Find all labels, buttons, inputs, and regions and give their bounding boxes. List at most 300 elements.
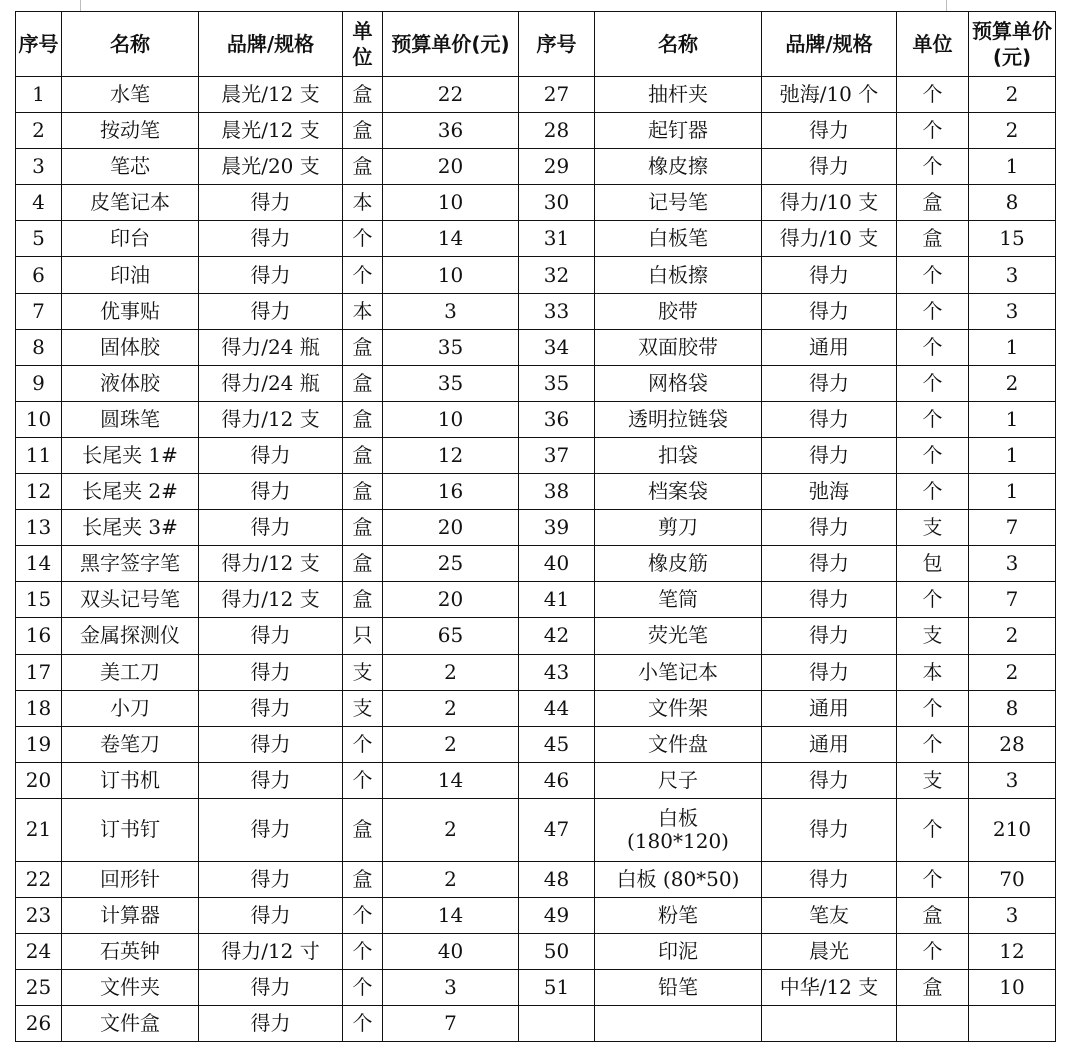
cell-index-right: 28 [519, 113, 595, 149]
cell-name-left: 石英钟 [62, 934, 199, 970]
cell-name-left: 订书机 [62, 762, 199, 798]
cell-unit-left: 盒 [343, 582, 383, 618]
cell-unit-right: 盒 [897, 185, 969, 221]
cell-unit-left: 个 [343, 897, 383, 933]
cell-unit-left: 盒 [343, 798, 383, 861]
cell-brand-left: 得力 [199, 861, 343, 897]
cell-brand-left: 得力 [199, 1006, 343, 1042]
cell-index-right: 38 [519, 474, 595, 510]
office-supplies-table [15, 11, 1056, 1042]
cell-index-right: 31 [519, 221, 595, 257]
cell-price-left: 10 [383, 185, 519, 221]
cell-price-right: 3 [969, 546, 1056, 582]
header-name-left: 名称 [62, 12, 199, 77]
cell-name-right: 橡皮筋 [595, 546, 762, 582]
cell-brand-right: 得力 [762, 762, 897, 798]
cell-unit-right: 支 [897, 618, 969, 654]
cell-brand-right: 通用 [762, 690, 897, 726]
cell-index-left: 20 [16, 762, 62, 798]
cell-index-left: 14 [16, 546, 62, 582]
cell-unit-left: 个 [343, 726, 383, 762]
cell-brand-right: 得力 [762, 293, 897, 329]
cell-index-left: 6 [16, 257, 62, 293]
cell-price-left: 10 [383, 257, 519, 293]
cell-brand-left: 得力 [199, 510, 343, 546]
cell-unit-right: 支 [897, 762, 969, 798]
cell-brand-left: 得力/12 支 [199, 582, 343, 618]
cell-price-right: 3 [969, 897, 1056, 933]
cell-index-right: 49 [519, 897, 595, 933]
cell-unit-left: 个 [343, 762, 383, 798]
table-row [16, 934, 1056, 970]
cell-name-right: 印泥 [595, 934, 762, 970]
cell-index-right: 50 [519, 934, 595, 970]
cell-index-right: 40 [519, 546, 595, 582]
cell-unit-right: 盒 [897, 221, 969, 257]
cell-unit-right: 个 [897, 437, 969, 473]
cell-index-right: 48 [519, 861, 595, 897]
cell-price-right: 3 [969, 257, 1056, 293]
cell-brand-left: 得力 [199, 618, 343, 654]
cell-price-left: 12 [383, 437, 519, 473]
cell-unit-right: 个 [897, 934, 969, 970]
cell-brand-right: 通用 [762, 726, 897, 762]
cell-index-right: 35 [519, 365, 595, 401]
cell-unit-right: 盒 [897, 897, 969, 933]
cell-index-left: 26 [16, 1006, 62, 1042]
cell-index-left: 15 [16, 582, 62, 618]
cell-name-left: 计算器 [62, 897, 199, 933]
cell-brand-left: 得力/12 寸 [199, 934, 343, 970]
cell-price-right: 8 [969, 185, 1056, 221]
cell-unit-left: 个 [343, 970, 383, 1006]
cell-name-right: 白板笔 [595, 221, 762, 257]
cell-price-left: 2 [383, 654, 519, 690]
cell-brand-right: 弛海/10 个 [762, 77, 897, 113]
cell-price-right: 1 [969, 437, 1056, 473]
cell-unit-left: 盒 [343, 510, 383, 546]
table-body [16, 77, 1056, 1042]
cell-name-right: 起钉器 [595, 113, 762, 149]
cell-name-right: 粉笔 [595, 897, 762, 933]
cell-name-right: 胶带 [595, 293, 762, 329]
cell-price-left: 2 [383, 690, 519, 726]
cell-name-right: 双面胶带 [595, 329, 762, 365]
cell-brand-left: 得力 [199, 474, 343, 510]
cell-brand-left: 得力 [199, 897, 343, 933]
header-brand-right: 品牌/规格 [762, 12, 897, 77]
table-row [16, 365, 1056, 401]
cell-name-left: 文件夹 [62, 970, 199, 1006]
cell-price-right: 12 [969, 934, 1056, 970]
cell-index-left: 18 [16, 690, 62, 726]
cell-brand-left: 得力 [199, 185, 343, 221]
cell-unit-right: 个 [897, 798, 969, 861]
cell-index-right: 37 [519, 437, 595, 473]
cell-unit-left: 本 [343, 293, 383, 329]
cell-price-left: 35 [383, 329, 519, 365]
cell-unit-right: 个 [897, 293, 969, 329]
cell-brand-left: 晨光/20 支 [199, 149, 343, 185]
cell-index-left: 16 [16, 618, 62, 654]
cell-name-right: 透明拉链袋 [595, 401, 762, 437]
cell-price-left: 14 [383, 221, 519, 257]
cell-index-left: 4 [16, 185, 62, 221]
cell-brand-right: 得力 [762, 510, 897, 546]
cell-index-left: 13 [16, 510, 62, 546]
cell-brand-left: 得力/24 瓶 [199, 365, 343, 401]
cell-brand-right: 得力/10 支 [762, 185, 897, 221]
cell-price-left: 2 [383, 726, 519, 762]
cell-name-left: 优事贴 [62, 293, 199, 329]
table-row [16, 897, 1056, 933]
table-row [16, 293, 1056, 329]
cell-brand-right: 得力 [762, 618, 897, 654]
table-row [16, 546, 1056, 582]
cell-brand-left: 得力/12 支 [199, 546, 343, 582]
cell-unit-right: 个 [897, 77, 969, 113]
table-row [16, 1006, 1056, 1042]
cell-brand-left: 得力 [199, 690, 343, 726]
cell-name-right: 白板 (80*50) [595, 861, 762, 897]
cell-price-left: 20 [383, 510, 519, 546]
cell-brand-right: 得力 [762, 861, 897, 897]
cell-price-right [969, 1006, 1056, 1042]
cell-name-left: 圆珠笔 [62, 401, 199, 437]
cell-name-right: 小笔记本 [595, 654, 762, 690]
cell-price-right: 1 [969, 401, 1056, 437]
cell-price-right: 7 [969, 582, 1056, 618]
table-row [16, 77, 1056, 113]
cell-index-right: 47 [519, 798, 595, 861]
table-row [16, 401, 1056, 437]
cell-unit-right: 个 [897, 726, 969, 762]
crop-mark-left [80, 0, 81, 11]
cell-brand-right: 弛海 [762, 474, 897, 510]
cell-name-right: 档案袋 [595, 474, 762, 510]
cell-unit-right: 本 [897, 654, 969, 690]
cell-price-right: 1 [969, 329, 1056, 365]
cell-brand-left: 得力 [199, 221, 343, 257]
cell-brand-left: 晨光/12 支 [199, 77, 343, 113]
cell-price-left: 36 [383, 113, 519, 149]
cell-brand-right: 得力 [762, 257, 897, 293]
cell-price-right: 8 [969, 690, 1056, 726]
cell-price-left: 25 [383, 546, 519, 582]
cell-brand-right: 得力 [762, 401, 897, 437]
cell-price-left: 65 [383, 618, 519, 654]
cell-brand-right: 得力 [762, 798, 897, 861]
cell-price-left: 35 [383, 365, 519, 401]
cell-brand-right: 得力 [762, 437, 897, 473]
cell-index-right: 42 [519, 618, 595, 654]
cell-unit-right: 个 [897, 329, 969, 365]
cell-name-right: 文件架 [595, 690, 762, 726]
cell-unit-left: 个 [343, 257, 383, 293]
header-price-left: 预算单价(元) [383, 12, 519, 77]
cell-index-left: 2 [16, 113, 62, 149]
cell-index-left: 23 [16, 897, 62, 933]
cell-price-right: 1 [969, 474, 1056, 510]
cell-name-left: 水笔 [62, 77, 199, 113]
cell-price-left: 3 [383, 293, 519, 329]
cell-index-right: 43 [519, 654, 595, 690]
cell-unit-right: 包 [897, 546, 969, 582]
table-row [16, 970, 1056, 1006]
cell-price-left: 20 [383, 149, 519, 185]
header-unit-right: 单位 [897, 12, 969, 77]
header-price-right: 预算单价(元) [969, 12, 1056, 77]
cell-index-left: 1 [16, 77, 62, 113]
table-row [16, 582, 1056, 618]
cell-brand-right: 晨光 [762, 934, 897, 970]
cell-unit-right: 支 [897, 510, 969, 546]
cell-name-right: 尺子 [595, 762, 762, 798]
cell-name-right: 白板擦 [595, 257, 762, 293]
cell-name-left: 长尾夹 2# [62, 474, 199, 510]
table-row [16, 221, 1056, 257]
cell-brand-right: 得力 [762, 546, 897, 582]
cell-name-left: 长尾夹 3# [62, 510, 199, 546]
table-row [16, 654, 1056, 690]
cell-price-left: 3 [383, 970, 519, 1006]
cell-name-right: 笔筒 [595, 582, 762, 618]
cell-price-right: 2 [969, 113, 1056, 149]
cell-index-right: 45 [519, 726, 595, 762]
cell-name-left: 液体胶 [62, 365, 199, 401]
cell-unit-left: 个 [343, 221, 383, 257]
header-index-left: 序号 [16, 12, 62, 77]
cell-unit-right: 个 [897, 365, 969, 401]
table-row [16, 726, 1056, 762]
cell-index-left: 5 [16, 221, 62, 257]
cell-price-right: 1 [969, 149, 1056, 185]
cell-index-right: 44 [519, 690, 595, 726]
cell-name-left: 长尾夹 1# [62, 437, 199, 473]
cell-price-right: 2 [969, 365, 1056, 401]
header-brand-left: 品牌/规格 [199, 12, 343, 77]
cell-unit-left: 盒 [343, 149, 383, 185]
cell-brand-left: 得力 [199, 257, 343, 293]
cell-name-left: 文件盒 [62, 1006, 199, 1042]
cell-index-right [519, 1006, 595, 1042]
cell-unit-right: 盒 [897, 970, 969, 1006]
cell-name-left: 订书钉 [62, 798, 199, 861]
cell-index-right: 27 [519, 77, 595, 113]
cell-price-right: 28 [969, 726, 1056, 762]
cell-price-right: 10 [969, 970, 1056, 1006]
cell-name-right: 橡皮擦 [595, 149, 762, 185]
cell-index-left: 3 [16, 149, 62, 185]
cell-brand-right: 得力/10 支 [762, 221, 897, 257]
cell-name-left: 印油 [62, 257, 199, 293]
cell-brand-left: 得力 [199, 293, 343, 329]
cell-unit-left: 只 [343, 618, 383, 654]
cell-brand-left: 得力 [199, 798, 343, 861]
table-row [16, 113, 1056, 149]
table-row [16, 474, 1056, 510]
cell-name-left: 双头记号笔 [62, 582, 199, 618]
crop-mark-right [946, 0, 947, 11]
cell-unit-left: 支 [343, 654, 383, 690]
cell-name-right: 扣袋 [595, 437, 762, 473]
cell-unit-right: 个 [897, 401, 969, 437]
header-unit-left: 单位 [343, 12, 383, 77]
cell-name-left: 固体胶 [62, 329, 199, 365]
cell-brand-left: 得力/24 瓶 [199, 329, 343, 365]
cell-price-left: 16 [383, 474, 519, 510]
cell-price-right: 2 [969, 618, 1056, 654]
cell-unit-left: 盒 [343, 861, 383, 897]
cell-index-right: 41 [519, 582, 595, 618]
cell-index-right: 32 [519, 257, 595, 293]
cell-brand-right: 中华/12 支 [762, 970, 897, 1006]
header-row [16, 12, 1056, 77]
cell-brand-left: 得力 [199, 970, 343, 1006]
cell-name-left: 按动笔 [62, 113, 199, 149]
header-name-right: 名称 [595, 12, 762, 77]
cell-unit-left: 盒 [343, 474, 383, 510]
cell-index-left: 11 [16, 437, 62, 473]
cell-unit-left: 支 [343, 690, 383, 726]
cell-index-right: 33 [519, 293, 595, 329]
table-row [16, 185, 1056, 221]
cell-name-right: 记号笔 [595, 185, 762, 221]
cell-unit-left: 盒 [343, 113, 383, 149]
cell-name-right [595, 1006, 762, 1042]
cell-brand-left: 得力 [199, 654, 343, 690]
cell-price-left: 14 [383, 762, 519, 798]
cell-name-left: 金属探测仪 [62, 618, 199, 654]
cell-index-right: 30 [519, 185, 595, 221]
cell-unit-right [897, 1006, 969, 1042]
cell-brand-left: 得力 [199, 726, 343, 762]
cell-brand-right: 得力 [762, 149, 897, 185]
cell-unit-left: 个 [343, 1006, 383, 1042]
cell-brand-right: 得力 [762, 113, 897, 149]
cell-unit-left: 盒 [343, 77, 383, 113]
cell-unit-left: 本 [343, 185, 383, 221]
cell-unit-left: 盒 [343, 401, 383, 437]
cell-unit-right: 个 [897, 861, 969, 897]
cell-name-right: 白板 (180*120) [595, 798, 762, 861]
cell-price-left: 10 [383, 401, 519, 437]
table-row [16, 257, 1056, 293]
cell-name-left: 黑字签字笔 [62, 546, 199, 582]
cell-brand-left: 得力 [199, 437, 343, 473]
cell-index-left: 17 [16, 654, 62, 690]
cell-price-left: 40 [383, 934, 519, 970]
cell-name-right: 文件盘 [595, 726, 762, 762]
cell-unit-left: 个 [343, 934, 383, 970]
cell-price-right: 70 [969, 861, 1056, 897]
cell-brand-left: 晨光/12 支 [199, 113, 343, 149]
cell-index-left: 9 [16, 365, 62, 401]
table-row [16, 437, 1056, 473]
cell-price-right: 15 [969, 221, 1056, 257]
table-row [16, 618, 1056, 654]
cell-brand-right [762, 1006, 897, 1042]
cell-name-right: 网格袋 [595, 365, 762, 401]
cell-brand-right: 通用 [762, 329, 897, 365]
cell-price-right: 3 [969, 762, 1056, 798]
table-row [16, 762, 1056, 798]
cell-price-right: 2 [969, 77, 1056, 113]
cell-index-left: 7 [16, 293, 62, 329]
table-row [16, 861, 1056, 897]
cell-index-left: 8 [16, 329, 62, 365]
cell-index-left: 24 [16, 934, 62, 970]
cell-brand-left: 得力 [199, 762, 343, 798]
cell-name-left: 小刀 [62, 690, 199, 726]
table-row [16, 149, 1056, 185]
cell-index-right: 29 [519, 149, 595, 185]
cell-index-left: 25 [16, 970, 62, 1006]
cell-index-left: 19 [16, 726, 62, 762]
cell-index-left: 22 [16, 861, 62, 897]
cell-brand-right: 笔友 [762, 897, 897, 933]
header-index-right: 序号 [519, 12, 595, 77]
cell-unit-right: 个 [897, 149, 969, 185]
cell-name-left: 笔芯 [62, 149, 199, 185]
cell-brand-right: 得力 [762, 654, 897, 690]
cell-unit-left: 盒 [343, 329, 383, 365]
cell-name-left: 皮笔记本 [62, 185, 199, 221]
cell-index-right: 46 [519, 762, 595, 798]
cell-price-left: 14 [383, 897, 519, 933]
cell-unit-right: 个 [897, 257, 969, 293]
cell-unit-left: 盒 [343, 365, 383, 401]
cell-index-right: 34 [519, 329, 595, 365]
cell-index-left: 21 [16, 798, 62, 861]
cell-brand-right: 得力 [762, 582, 897, 618]
cell-name-right: 剪刀 [595, 510, 762, 546]
cell-name-left: 印台 [62, 221, 199, 257]
cell-price-left: 20 [383, 582, 519, 618]
cell-brand-right: 得力 [762, 365, 897, 401]
table-row [16, 329, 1056, 365]
cell-unit-left: 盒 [343, 437, 383, 473]
cell-name-right: 抽杆夹 [595, 77, 762, 113]
cell-brand-left: 得力/12 支 [199, 401, 343, 437]
cell-name-left: 卷笔刀 [62, 726, 199, 762]
cell-unit-left: 盒 [343, 546, 383, 582]
cell-name-right: 铅笔 [595, 970, 762, 1006]
cell-unit-right: 个 [897, 690, 969, 726]
cell-price-left: 2 [383, 861, 519, 897]
cell-name-left: 回形针 [62, 861, 199, 897]
table-row [16, 690, 1056, 726]
cell-index-right: 51 [519, 970, 595, 1006]
cell-unit-right: 个 [897, 582, 969, 618]
cell-index-left: 12 [16, 474, 62, 510]
cell-name-left: 美工刀 [62, 654, 199, 690]
cell-price-left: 2 [383, 798, 519, 861]
cell-unit-right: 个 [897, 474, 969, 510]
cell-index-right: 39 [519, 510, 595, 546]
cell-price-left: 7 [383, 1006, 519, 1042]
cell-index-left: 10 [16, 401, 62, 437]
cell-price-right: 7 [969, 510, 1056, 546]
cell-price-left: 22 [383, 77, 519, 113]
cell-index-right: 36 [519, 401, 595, 437]
cell-name-right: 荧光笔 [595, 618, 762, 654]
table-row [16, 510, 1056, 546]
cell-price-right: 2 [969, 654, 1056, 690]
cell-unit-right: 个 [897, 113, 969, 149]
cell-price-right: 210 [969, 798, 1056, 861]
cell-price-right: 3 [969, 293, 1056, 329]
